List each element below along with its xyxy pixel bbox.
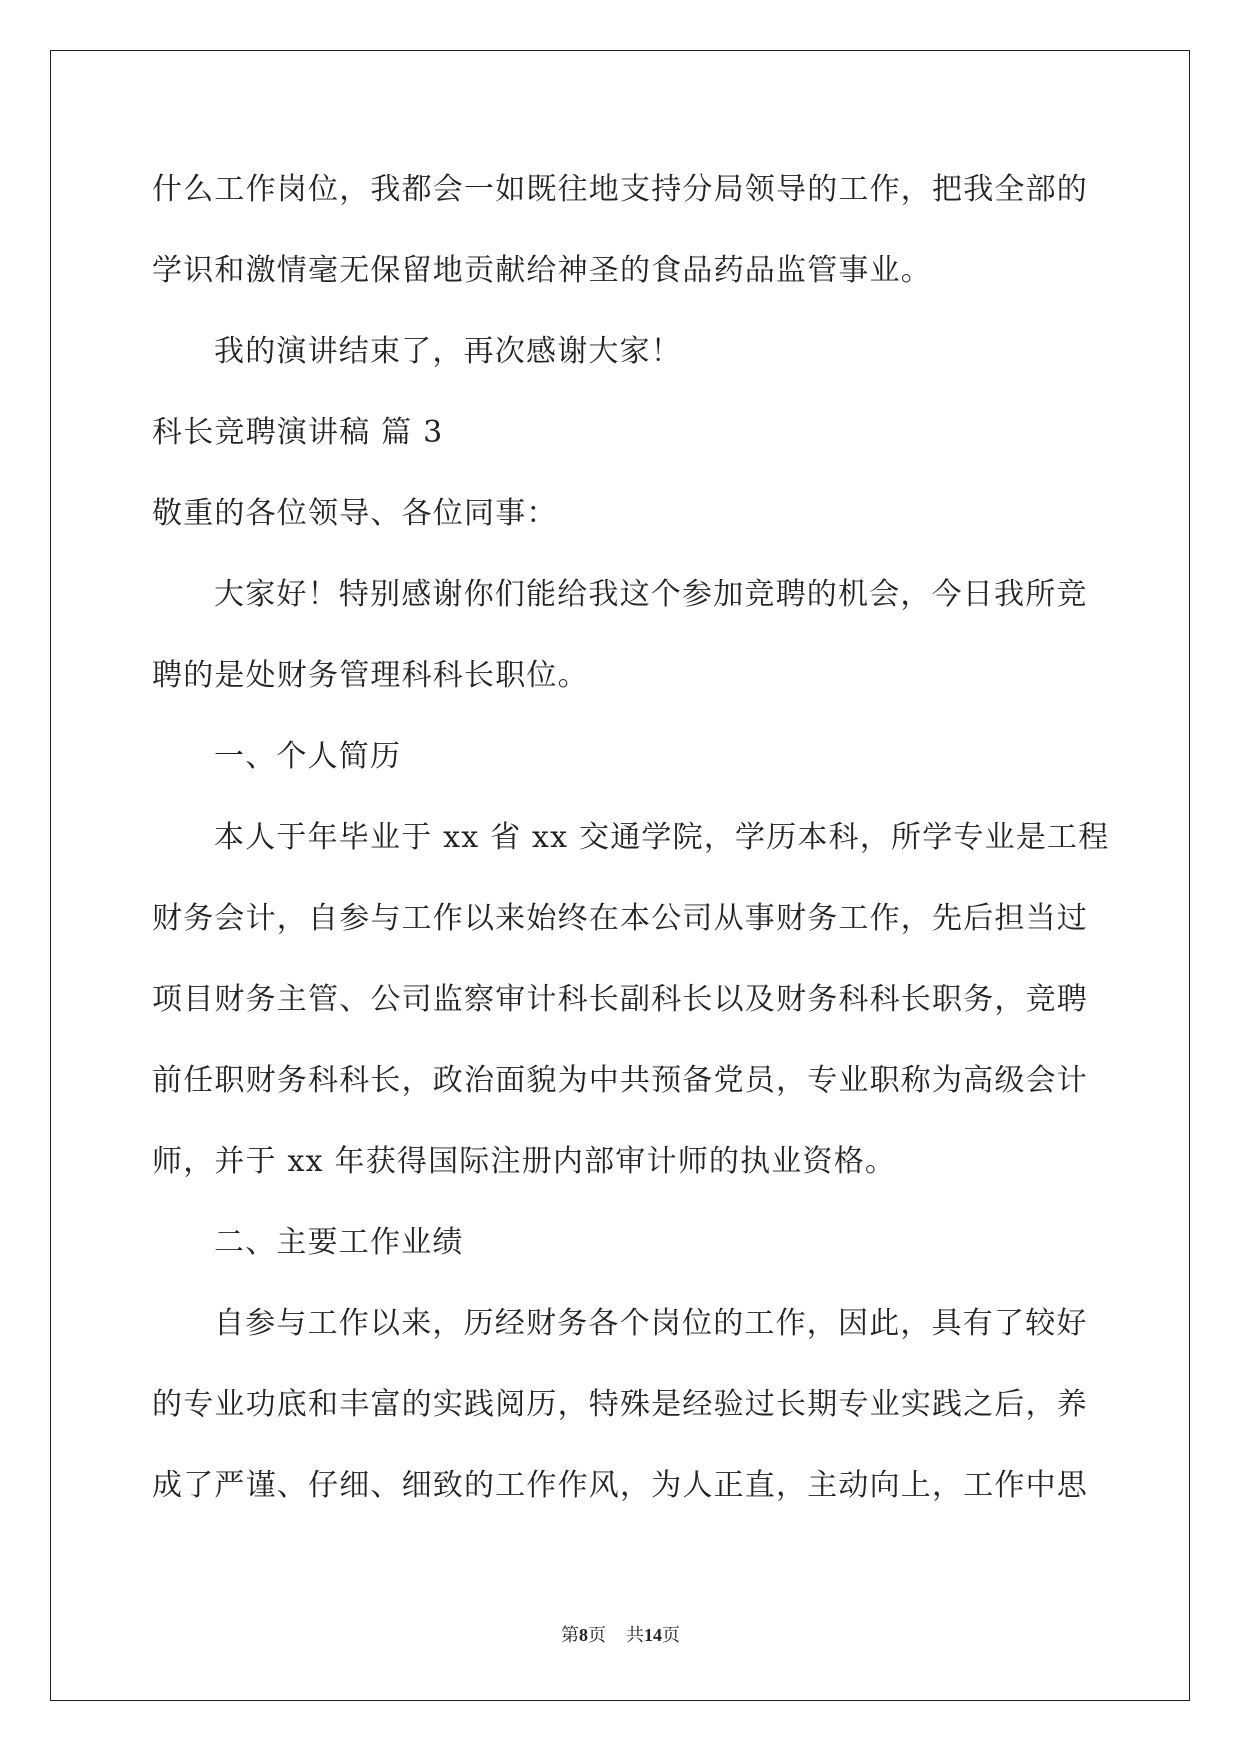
footer-total-prefix: 共 <box>626 1625 644 1645</box>
footer-page-current: 8 <box>579 1625 588 1645</box>
footer-total-suffix: 页 <box>662 1625 680 1645</box>
footer-page-suffix: 页 <box>588 1625 606 1645</box>
text-line: 本人于年毕业于 xx 省 xx 交通学院，学历本科，所学专业是工程 <box>214 820 1110 855</box>
footer-page-prefix: 第 <box>561 1625 579 1645</box>
text-line: 自参与工作以来，历经财务各个岗位的工作，因此，具有了较好 <box>214 1306 1088 1341</box>
page-border <box>50 50 1190 1701</box>
text-line: 什么工作岗位，我都会一如既往地支持分局领导的工作，把我全部的 <box>152 172 1088 207</box>
subsection-heading: 一、个人简历 <box>214 739 402 774</box>
text-line: 项目财务主管、公司监察审计科长副科长以及财务科科长职务，竞聘 <box>152 982 1088 1017</box>
page-footer <box>0 1623 1241 1647</box>
text-line: 前任职财务科科长，政治面貌为中共预备党员，专业职称为高级会计 <box>152 1063 1088 1098</box>
subsection-heading: 二、主要工作业绩 <box>214 1225 464 1260</box>
section-heading: 科长竞聘演讲稿 篇 3 <box>152 415 444 450</box>
salutation: 敬重的各位领导、各位同事： <box>152 496 558 531</box>
text-line: 的专业功底和丰富的实践阅历，特殊是经验过长期专业实践之后，养 <box>152 1387 1088 1422</box>
text-line: 师，并于 xx 年获得国际注册内部审计师的执业资格。 <box>152 1144 897 1179</box>
footer-page-total: 14 <box>644 1625 662 1645</box>
text-line: 大家好！特别感谢你们能给我这个参加竞聘的机会，今日我所竞 <box>214 577 1088 612</box>
text-line: 学识和激情毫无保留地贡献给神圣的食品药品监管事业。 <box>152 253 932 288</box>
text-line: 财务会计，自参与工作以来始终在本公司从事财务工作，先后担当过 <box>152 901 1088 936</box>
text-line: 成了严谨、仔细、细致的工作作风，为人正直，主动向上，工作中思 <box>152 1468 1088 1503</box>
text-line: 聘的是处财务管理科科长职位。 <box>152 658 589 693</box>
text-line: 我的演讲结束了，再次感谢大家！ <box>214 334 682 369</box>
